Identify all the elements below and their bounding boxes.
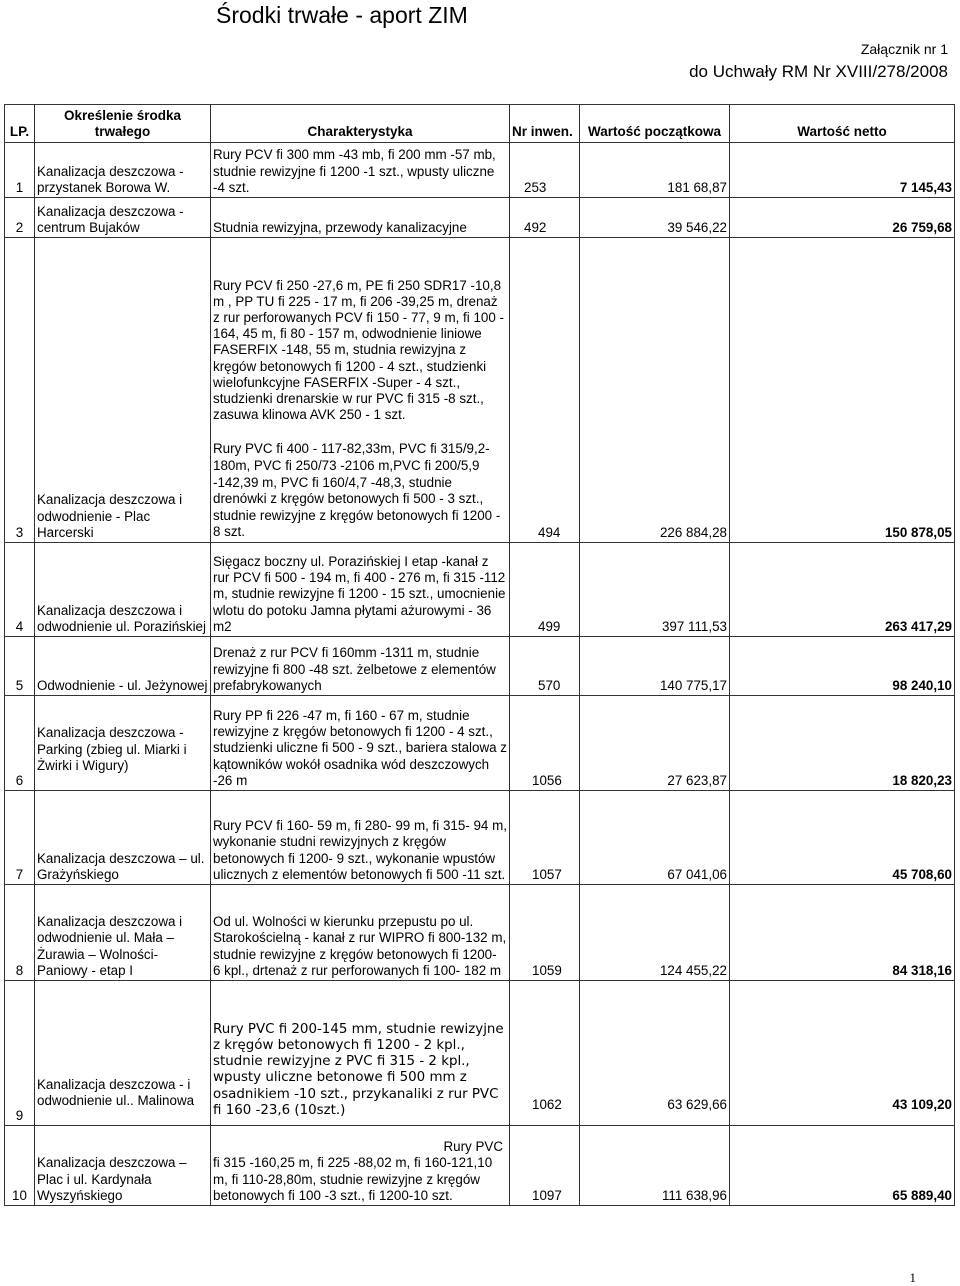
asset-characteristics: Rury PCV fi 300 mm -43 mb, fi 200 mm -57 mb, studnie rewizyjne fi 1200 -1 szt., wpusty uliczne -4 szt. — [211, 143, 510, 198]
asset-name: Kanalizacja deszczowa i odwodnienie ul. Mała – Żurawia – Wolności- Paniowy - etap I — [35, 885, 211, 981]
initial-value: 39 546,22 — [580, 198, 730, 238]
initial-value: 111 638,96 — [580, 1126, 730, 1206]
table-row — [5, 198, 955, 238]
inventory-number: 499 — [510, 543, 580, 637]
asset-characteristics: Rury PCV fi 160- 59 m, fi 280- 99 m, fi 315- 94 m, wykonanie studni rewizyjnych z kręgów betonowych fi 1200- 9 szt., wykonanie wpustów ulicznych z elementów betonowych fi 500 -11 szt. — [211, 791, 510, 885]
header-inventory-no: Nr inwen. — [510, 105, 580, 143]
row-lp: 4 — [5, 543, 35, 637]
characteristics-part-2: fi 315 -160,25 m, fi 225 -88,02 m, fi 160-121,10 m, fi 110-28,80m, studnie rewizyjne z kręgów betonowych fi 100 -3 szt., fi 1200-10 szt. — [213, 1155, 493, 1203]
asset-name: Kanalizacja deszczowa – ul. Grażyńskiego — [35, 791, 211, 885]
inventory-number: 1059 — [510, 885, 580, 981]
table-row — [5, 637, 955, 696]
header-initial-value: Wartość początkowa — [580, 105, 730, 143]
net-value: 65 889,40 — [730, 1126, 955, 1206]
initial-value: 140 775,17 — [580, 637, 730, 696]
inventory-number: 1097 — [510, 1126, 580, 1206]
asset-characteristics — [211, 238, 510, 543]
asset-name: Kanalizacja deszczowa - centrum Bujaków — [35, 198, 211, 238]
initial-value: 226 884,28 — [580, 238, 730, 543]
row-lp: 9 — [5, 981, 35, 1126]
row-lp: 1 — [5, 143, 35, 198]
row-lp: 7 — [5, 791, 35, 885]
initial-value: 67 041,06 — [580, 791, 730, 885]
asset-name: Kanalizacja deszczowa i odwodnienie - Plac Harcerski — [35, 238, 211, 543]
asset-name: Kanalizacja deszczowa - i odwodnienie ul.. Malinowa — [35, 981, 211, 1126]
asset-name: Kanalizacja deszczowa - przystanek Borowa W. — [35, 143, 211, 198]
header-net-value: Wartość netto — [730, 105, 955, 143]
net-value: 26 759,68 — [730, 198, 955, 238]
resolution-reference: do Uchwały RM Nr XVIII/278/2008 — [689, 62, 948, 81]
net-value: 263 417,29 — [730, 543, 955, 637]
asset-characteristics: Drenaż z rur PCV fi 160mm -1311 m, studnie rewizyjne fi 800 -48 szt. żelbetowe z elementów prefabrykowanych — [211, 637, 510, 696]
asset-name: Kanalizacja deszczowa i odwodnienie ul. Porazińskiej — [35, 543, 211, 637]
header-characteristics: Charakterystyka — [211, 105, 510, 143]
asset-characteristics: Od ul. Wolności w kierunku przepustu po ul. Starokościelną - kanał z rur WIPRO fi 800-132 m, studnie rewizyjne z kręgów betonowych fi 1200- 6 kpl., drtenaż z rur perforowanych fi 100- 182 m — [211, 885, 510, 981]
inventory-number: 494 — [510, 238, 580, 543]
inventory-number: 492 — [510, 198, 580, 238]
initial-value: 27 623,87 — [580, 696, 730, 791]
net-value: 84 318,16 — [730, 885, 955, 981]
page-title: Środki trwałe - aport ZIM — [216, 2, 468, 28]
asset-characteristics: Rury PVC fi 200-145 mm, studnie rewizyjne z kręgów betonowych fi 1200 - 2 kpl., studnie rewizyjne z PVC fi 315 - 2 kpl., wpusty uliczne betonowe fi 500 mm z osadnikiem -10 szt., przykanaliki z rur PVC fi 160 -23,6 (10szt.) — [211, 981, 510, 1126]
header-asset-name: Określenie środka trwałego — [35, 105, 211, 143]
annex-label: Załącznik nr 1 — [860, 41, 948, 57]
initial-value: 124 455,22 — [580, 885, 730, 981]
inventory-number: 1057 — [510, 791, 580, 885]
table-row — [5, 981, 955, 1126]
row-lp: 6 — [5, 696, 35, 791]
characteristics-part-1: Rury PCV fi 250 -27,6 m, PE fi 250 SDR17 -10,8 m , PP TU fi 225 - 17 m, fi 206 -39,25 m, drenaż z rur perforowanych PCV fi 150 - 77, 9 m, fi 100 - 164, 45 m, fi 80 - 157 m, odwodnienie liniowe FASERFIX -148, 55 m, studnia rewizyjna z kręgów betonowych fi 1200 - 4 szt., studzienki wielofunkcyjne FASERFIX -Super - 4 szt., studzienki drenarskie w rur PVC fi 315 -8 szt., zasuwa klinowa AVK 250 - 1 szt. — [213, 277, 504, 423]
asset-name: Kanalizacja deszczowa - Parking (zbieg ul. Miarki i Żwirki i Wigury) — [35, 696, 211, 791]
characteristics-part-1: Rury PVC — [443, 1139, 503, 1155]
table-row — [5, 238, 955, 543]
net-value: 45 708,60 — [730, 791, 955, 885]
header-lp: LP. — [5, 105, 35, 143]
row-lp: 8 — [5, 885, 35, 981]
net-value: 98 240,10 — [730, 637, 955, 696]
initial-value: 181 68,87 — [580, 143, 730, 198]
table-row — [5, 1126, 955, 1206]
net-value: 43 109,20 — [730, 981, 955, 1126]
table-row — [5, 143, 955, 198]
initial-value: 397 111,53 — [580, 543, 730, 637]
table-row — [5, 791, 955, 885]
asset-name: Odwodnienie - ul. Jeżynowej — [35, 637, 211, 696]
net-value: 18 820,23 — [730, 696, 955, 791]
table-row — [5, 696, 955, 791]
asset-name: Kanalizacja deszczowa – Plac i ul. Kardynała Wyszyńskiego — [35, 1126, 211, 1206]
row-lp: 10 — [5, 1126, 35, 1206]
inventory-number: 253 — [510, 143, 580, 198]
asset-characteristics: Rury PP fi 226 -47 m, fi 160 - 67 m, studnie rewizyjne z kręgów betonowych fi 1200 - 4 szt., studzienki uliczne fi 500 - 9 szt., bariera stalowa z kątowników wokół osadnika wód deszczowych -26 m — [211, 696, 510, 791]
initial-value: 63 629,66 — [580, 981, 730, 1126]
asset-characteristics: Studnia rewizyjna, przewody kanalizacyjne — [211, 198, 510, 238]
table-row — [5, 543, 955, 637]
inventory-number: 1062 — [510, 981, 580, 1126]
fixed-assets-table — [4, 104, 955, 1206]
net-value: 150 878,05 — [730, 238, 955, 543]
asset-characteristics: Sięgacz boczny ul. Porazińskiej I etap -kanał z rur PCV fi 500 - 194 m, fi 400 - 276 m, fi 315 -112 m, studnie rewizyjne fi 1200 - 15 szt., umocnienie wlotu do potoku Jamna płytami ażurowymi - 36 m2 — [211, 543, 510, 637]
inventory-number: 570 — [510, 637, 580, 696]
characteristics-part-2: Rury PVC fi 400 - 117-82,33m, PVC fi 315/9,2-180m, PVC fi 250/73 -2106 m,PVC fi 200/5,9 -142,39 m, PVC fi 160/4,7 -48,3, studnie drenówki z kręgów betonowych fi 500 - 3 szt., studnie rewizyjne z kręgów betonowych fi 1200 - 8 szt. — [213, 441, 501, 540]
row-lp: 2 — [5, 198, 35, 238]
inventory-number: 1056 — [510, 696, 580, 791]
page-number: 1 — [909, 1270, 916, 1285]
row-lp: 5 — [5, 637, 35, 696]
table-header-row — [5, 105, 955, 143]
table-row — [5, 885, 955, 981]
asset-characteristics — [211, 1126, 510, 1206]
net-value: 7 145,43 — [730, 143, 955, 198]
row-lp: 3 — [5, 238, 35, 543]
